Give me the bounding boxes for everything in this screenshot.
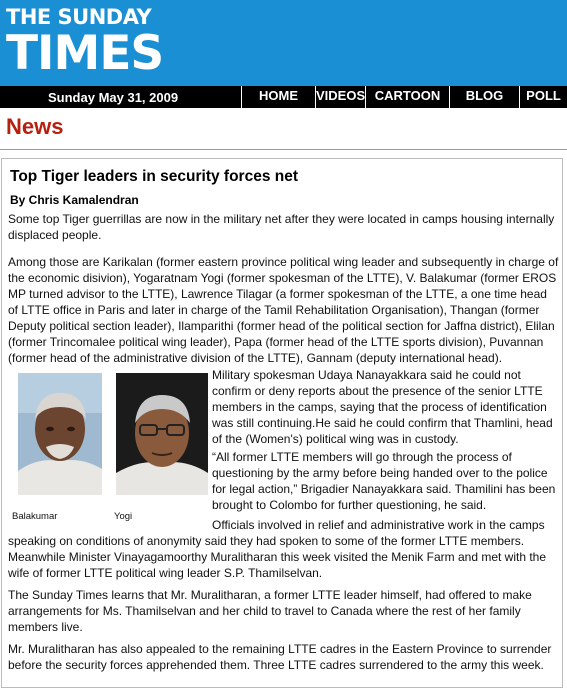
issue-date: Sunday May 31, 2009 [48, 90, 179, 105]
article-paragraph: The Sunday Times learns that Mr. Muralitharan, a former LTTE leader himself, had offered to make arrangements for Ms. Thamilselvan and her child to travel to Canada where the rest of her family members live. [8, 588, 532, 634]
article-paragraph: Military spokesman Udaya Nanayakkara said he could not confirm or deny reports about the presence of the senior LTTE members in the camps, saying that the process of identification was still continuing.He said he could confirm that Thamlini, head of the (Women's) political wing was in custody. [212, 368, 553, 446]
article-paragraph: Mr. Muralitharan has also appealed to the remaining LTTE cadres in the Eastern Province to surrender before the security forces apprehended them. Three LTTE cadres surrendered to the army this week. [8, 642, 552, 672]
photo-caption-yogi: Yogi [114, 511, 133, 522]
nav-cartoon[interactable]: CARTOON [365, 86, 449, 108]
article [1, 158, 563, 688]
article-paragraph: Among those are Karikalan (former eastern province political wing leader and subsequently in charge of the economic disivion), Yogaratnam Yogi (former spokesman of the LTTE), V. Balakumar (former EROS MP turned advisor to the LTTE), Lawrence Tilagar (a former spokesman of the LTTE, a one time head of LTTE office in Paris and later in charge of the Tamil Rehabilitation Organisation), Thangan (former Deputy political section leader), Ilamparithi (former head of the political section for Jaffna district), Elilan (former Trincomalee political wing leader), Papa (former head of the LTTE sports division), Puvannan (former head of the administrative division of the LTTE), Gannam (deputy international head). [8, 255, 559, 365]
nav-poll[interactable]: POLL [519, 86, 567, 108]
navbar [0, 86, 567, 108]
section-title: News [6, 114, 64, 139]
section-divider [0, 149, 567, 150]
masthead [0, 0, 567, 86]
nav-videos[interactable]: VIDEOS [315, 86, 365, 108]
article-byline: By Chris Kamalendran [10, 193, 139, 207]
nav-blog[interactable]: BLOG [449, 86, 519, 108]
article-paragraph: “All former LTTE members will go through the process of questioning by the army before being handed over to the police for legal action,” Brigadier Nanayakkara said. Thamilini has been brought to Colombo for further questioning, he said. [212, 450, 556, 512]
sunday-times-logo[interactable] [6, 6, 166, 82]
balakumar-photo [18, 373, 102, 495]
logo-line-times: TIMES [6, 26, 164, 81]
logo-line-sunday: THE SUNDAY [6, 5, 152, 29]
photo-caption-balakumar: Balakumar [12, 511, 58, 522]
article-paragraph: Officials involved in relief and administrative work in the camps speaking on conditions of anonymity said they had spoken to some of the former LTTE members. Meanwhile Minister Vinayagamoorthy Muralitharan this week visited the Menik Farm and met with the wife of former LTTE political wing leader S.P. Thamilselvan. [8, 518, 547, 580]
yogi-photo [116, 373, 208, 495]
article-headline: Top Tiger leaders in security forces net [10, 168, 298, 185]
nav-home[interactable]: HOME [241, 86, 315, 108]
article-paragraph: Some top Tiger guerrillas are now in the military net after they were located in camps housing internally displaced people. [8, 212, 555, 242]
